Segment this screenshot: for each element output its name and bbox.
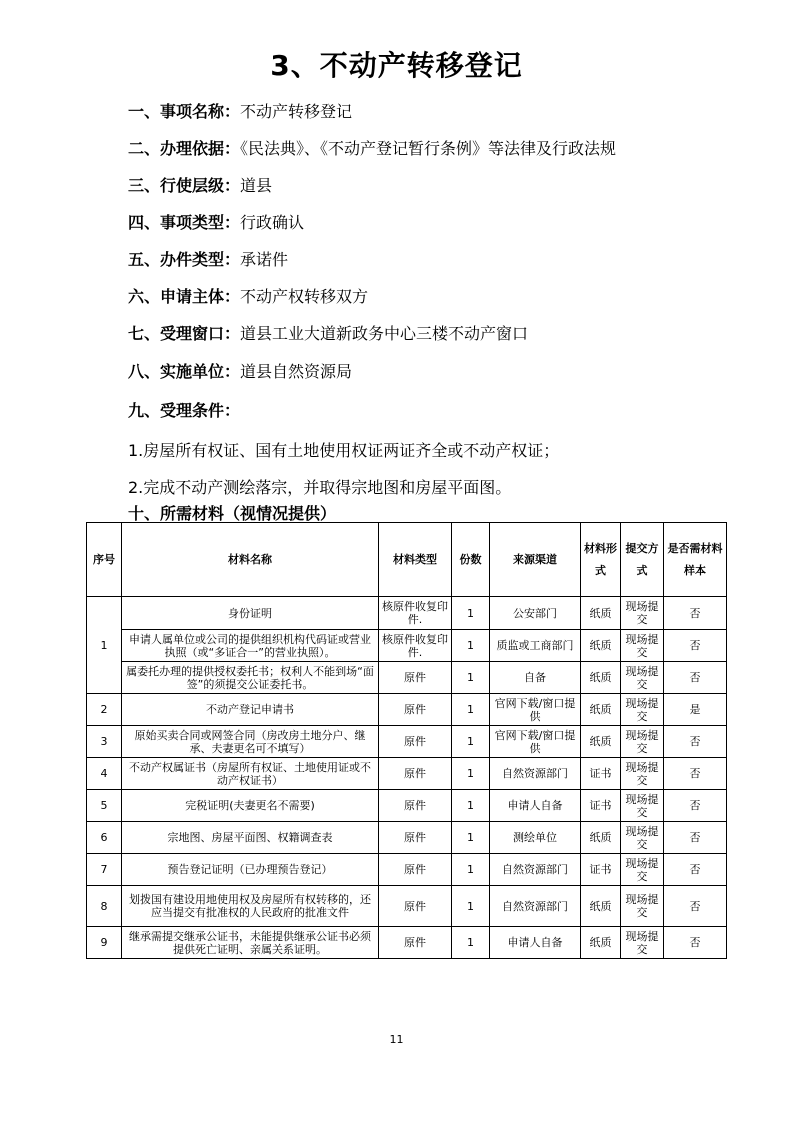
cell-count: 1 — [452, 662, 490, 694]
cell-form: 纸质 — [581, 726, 621, 758]
cell-sample: 否 — [664, 630, 727, 662]
cell-name: 身份证明 — [122, 597, 379, 630]
info-item — [128, 213, 304, 233]
cell-form: 纸质 — [581, 630, 621, 662]
cell-count: 1 — [452, 790, 490, 822]
cell-source: 公安部门 — [490, 597, 581, 630]
cell-submit: 现场提交 — [621, 886, 664, 927]
condition-1: 1.房屋所有权证、国有土地使用权证两证齐全或不动产权证； — [128, 441, 560, 460]
row-number: 8 — [87, 886, 122, 927]
cell-source: 官网下载/窗口提供 — [490, 694, 581, 726]
info-value: 不动产转移登记 — [240, 102, 353, 121]
cell-type: 原件 — [379, 822, 452, 854]
column-header: 提交方式 — [621, 523, 664, 597]
cell-form: 纸质 — [581, 822, 621, 854]
info-label: 五、办件类型： — [128, 250, 241, 269]
cell-name: 划拨国有建设用地使用权及房屋所有权转移的，还应当提交有批准权的人民政府的批准文件 — [122, 886, 379, 927]
cell-count: 1 — [452, 694, 490, 726]
cell-count: 1 — [452, 630, 490, 662]
cell-sample: 否 — [664, 790, 727, 822]
cell-form: 纸质 — [581, 662, 621, 694]
row-number: 4 — [87, 758, 122, 790]
info-label: 一、事项名称： — [128, 102, 241, 121]
materials-table — [86, 522, 727, 959]
row-number: 3 — [87, 726, 122, 758]
info-label: 三、行使层级： — [128, 176, 241, 195]
cell-submit: 现场提交 — [621, 822, 664, 854]
table-row — [87, 694, 727, 726]
cell-count: 1 — [452, 726, 490, 758]
table-row — [87, 886, 727, 927]
cell-submit: 现场提交 — [621, 597, 664, 630]
cell-source: 自然资源部门 — [490, 854, 581, 886]
info-value: 道县 — [240, 176, 273, 195]
cell-form: 纸质 — [581, 886, 621, 927]
page-title: 3、不动产转移登记 — [270, 49, 523, 82]
cell-form: 纸质 — [581, 694, 621, 726]
cell-sample: 否 — [664, 927, 727, 959]
cell-type: 原件 — [379, 662, 452, 694]
cell-type: 原件 — [379, 790, 452, 822]
cell-type: 原件 — [379, 726, 452, 758]
cell-sample: 否 — [664, 758, 727, 790]
table-header-row — [87, 523, 727, 597]
cell-type: 原件 — [379, 854, 452, 886]
materials-heading: 十、所需材料（视情况提供） — [128, 504, 337, 523]
cell-type: 核原件收复印件. — [379, 597, 452, 630]
cell-count: 1 — [452, 927, 490, 959]
cell-form: 证书 — [581, 758, 621, 790]
cell-type: 原件 — [379, 927, 452, 959]
row-number: 6 — [87, 822, 122, 854]
info-value: 《民法典》、《不动产登记暂行条例》等法律及行政法规 — [240, 139, 617, 158]
cell-type: 原件 — [379, 694, 452, 726]
cell-source: 测绘单位 — [490, 822, 581, 854]
cell-count: 1 — [452, 854, 490, 886]
row-number: 9 — [87, 927, 122, 959]
info-value: 不动产权转移双方 — [240, 287, 369, 306]
column-header: 份数 — [452, 523, 490, 597]
cell-sample: 否 — [664, 662, 727, 694]
cell-form: 证书 — [581, 854, 621, 886]
cell-name: 不动产登记申请书 — [122, 694, 379, 726]
column-header: 序号 — [87, 523, 122, 597]
info-item — [128, 362, 352, 382]
info-item — [128, 139, 616, 159]
cell-form: 证书 — [581, 790, 621, 822]
cell-source: 质监或工商部门 — [490, 630, 581, 662]
row-number: 7 — [87, 854, 122, 886]
cell-sample: 是 — [664, 694, 727, 726]
cell-type: 核原件收复印件. — [379, 630, 452, 662]
info-item — [128, 401, 240, 421]
info-label: 九、受理条件： — [128, 401, 241, 420]
info-value: 道县工业大道新政务中心三楼不动产窗口 — [240, 324, 529, 343]
cell-source: 自然资源部门 — [490, 758, 581, 790]
info-item — [128, 176, 272, 196]
cell-submit: 现场提交 — [621, 758, 664, 790]
cell-count: 1 — [452, 822, 490, 854]
column-header: 是否需材料样本 — [664, 523, 727, 597]
table-row — [87, 927, 727, 959]
cell-submit: 现场提交 — [621, 662, 664, 694]
cell-name: 宗地图、房屋平面图、权籍调查表 — [122, 822, 379, 854]
cell-sample: 否 — [664, 597, 727, 630]
cell-submit: 现场提交 — [621, 694, 664, 726]
column-header: 材料名称 — [122, 523, 379, 597]
table-row — [87, 726, 727, 758]
cell-form: 纸质 — [581, 927, 621, 959]
cell-name: 属委托办理的提供授权委托书；权利人不能到场“面签”的须提交公证委托书。 — [122, 662, 379, 694]
table-row — [87, 822, 727, 854]
table-row — [87, 790, 727, 822]
column-header: 材料形式 — [581, 523, 621, 597]
cell-source: 自备 — [490, 662, 581, 694]
cell-source: 官网下载/窗口提供 — [490, 726, 581, 758]
info-item — [128, 102, 352, 122]
table-row — [87, 854, 727, 886]
info-label: 八、实施单位： — [128, 362, 241, 381]
cell-count: 1 — [452, 597, 490, 630]
cell-count: 1 — [452, 886, 490, 927]
info-item — [128, 250, 288, 270]
page-number: 11 — [389, 1033, 404, 1046]
info-item — [128, 287, 368, 307]
info-value: 承诺件 — [240, 250, 289, 269]
cell-source: 申请人自备 — [490, 790, 581, 822]
cell-name: 完税证明(夫妻更名不需要) — [122, 790, 379, 822]
cell-form: 纸质 — [581, 597, 621, 630]
cell-submit: 现场提交 — [621, 790, 664, 822]
cell-type: 原件 — [379, 886, 452, 927]
row-number: 2 — [87, 694, 122, 726]
cell-submit: 现场提交 — [621, 630, 664, 662]
cell-submit: 现场提交 — [621, 726, 664, 758]
cell-sample: 否 — [664, 822, 727, 854]
cell-sample: 否 — [664, 726, 727, 758]
table-row — [87, 758, 727, 790]
column-header: 来源渠道 — [490, 523, 581, 597]
cell-type: 原件 — [379, 758, 452, 790]
column-header: 材料类型 — [379, 523, 452, 597]
info-label: 六、申请主体： — [128, 287, 241, 306]
cell-name: 继承需提交继承公证书，未能提供继承公证书必须提供死亡证明、亲属关系证明。 — [122, 927, 379, 959]
table-row — [87, 662, 727, 694]
table-row — [87, 597, 727, 630]
cell-name: 申请人属单位或公司的提供组织机构代码证或营业执照（或“多证合一”的营业执照）。 — [122, 630, 379, 662]
cell-sample: 否 — [664, 886, 727, 927]
cell-source: 自然资源部门 — [490, 886, 581, 927]
info-label: 四、事项类型： — [128, 213, 241, 232]
row-number: 5 — [87, 790, 122, 822]
condition-2: 2.完成不动产测绘落宗，并取得宗地图和房屋平面图。 — [128, 478, 512, 497]
info-value: 道县自然资源局 — [240, 362, 353, 381]
cell-submit: 现场提交 — [621, 927, 664, 959]
cell-name: 预告登记证明（已办理预告登记） — [122, 854, 379, 886]
info-value: 行政确认 — [240, 213, 305, 232]
info-item — [128, 324, 528, 344]
info-label: 七、受理窗口： — [128, 324, 241, 343]
cell-name: 不动产权属证书（房屋所有权证、土地使用证或不动产权证书） — [122, 758, 379, 790]
cell-sample: 否 — [664, 854, 727, 886]
table-row — [87, 630, 727, 662]
row-number: 1 — [87, 597, 122, 694]
info-label: 二、办理依据： — [128, 139, 241, 158]
cell-name: 原始买卖合同或网签合同（房改房土地分户、继承、夫妻更名可不填写） — [122, 726, 379, 758]
cell-source: 申请人自备 — [490, 927, 581, 959]
cell-count: 1 — [452, 758, 490, 790]
cell-submit: 现场提交 — [621, 854, 664, 886]
